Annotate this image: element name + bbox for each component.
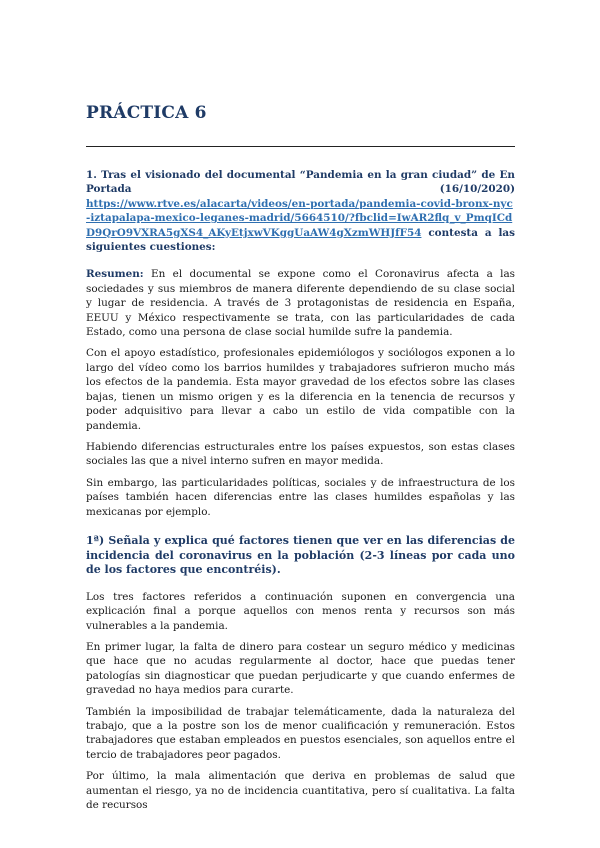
summary-paragraph-1 xyxy=(86,267,515,339)
question-1-tail: contesta a las siguientes cuestiones: xyxy=(86,226,515,254)
question-1-date: (16/10/2020) xyxy=(439,183,515,196)
title-divider xyxy=(86,146,515,147)
page-title: PRÁCTICA 6 xyxy=(86,103,207,123)
answer-paragraph-4: Por último, la mala alimentación que deriva en problemas de salud que aumentan el riesgo, ya no de incidencia cuantitativa, pero sí cualitativa. La falta de recursos xyxy=(86,770,515,812)
question-2-heading: 1ª) Señala y explica qué factores tienen que ver en las diferencias de incidencia del coronavirus en la población (2-3 líneas por cada uno de los factores que encontréis). xyxy=(86,533,515,577)
document-body xyxy=(86,168,515,819)
answer-paragraph-1: Los tres factores referidos a continuación suponen en convergencia una explicación final a porque aquellos con menos renta y recursos son más vulnerables a la pandemia. xyxy=(86,590,515,632)
question-1 xyxy=(86,168,515,254)
question-1-intro: 1. Tras el visionado del documental “Pandemia en la gran ciudad” de En Portada xyxy=(86,169,515,196)
answer-paragraph-3: También la imposibilidad de trabajar telemáticamente, dada la naturaleza del trabajo, que a la postre son los de menor cualificación y remuneración. Estos trabajadores que estaban empleados en puestos esenciales, son aquellos entre el tercio de trabajadores peor pagados. xyxy=(86,705,515,761)
summary-paragraph-3: Habiendo diferencias estructurales entre los países expuestos, son estas clases sociales las que a nivel interno sufren en mayor medida. xyxy=(86,440,515,468)
video-link[interactable]: https://www.rtve.es/alacarta/videos/en-portada/pandemia-covid-bronx-nyc-iztapalapa-mexico-leganes-madrid/5664510/?fbclid=IwAR2flq_v_PmqICdD9QrO9VXRA5gXS4_AKyEtjxwVKggUaAW4gXzmWHJfF54 xyxy=(86,197,513,239)
summary-paragraph-4: Sin embargo, las particularidades políticas, sociales y de infraestructura de los países también hacen diferencias entre las clases humildes españolas y las mexicanas por ejemplo. xyxy=(86,476,515,518)
summary-label: Resumen: xyxy=(86,268,144,281)
answer-paragraph-2: En primer lugar, la falta de dinero para costear un seguro médico y medicinas que hace que no acudas regularmente al doctor, hace que puedas tener patologías sin diagnosticar que puedan perjudicarte y que cuando enfermes de gravedad no haya medios para curarte. xyxy=(86,640,515,697)
summary-text-1: En el documental se expone como el Coronavirus afecta a las sociedades y sus miembros de manera diferente dependiendo de su clase social y lugar de residencia. A través de 3 protagonistas de residencia en España, EEUU y México respectivamente se trata, con las particularidades de cada Estado, como una persona de clase social humilde sufre la pandemia. xyxy=(86,268,516,339)
summary-paragraph-2: Con el apoyo estadístico, profesionales epidemiólogos y sociólogos exponen a lo largo del vídeo como los barrios humildes y trabajadores sufrieron mucho más los efectos de la pandemia. Esta mayor gravedad de los efectos sobre las clases bajas, tienen un mismo origen y es la diferencia en la tenencia de recursos y poder adquisitivo para llevar a cabo un estilo de vida compatible con la pandemia. xyxy=(86,347,515,432)
